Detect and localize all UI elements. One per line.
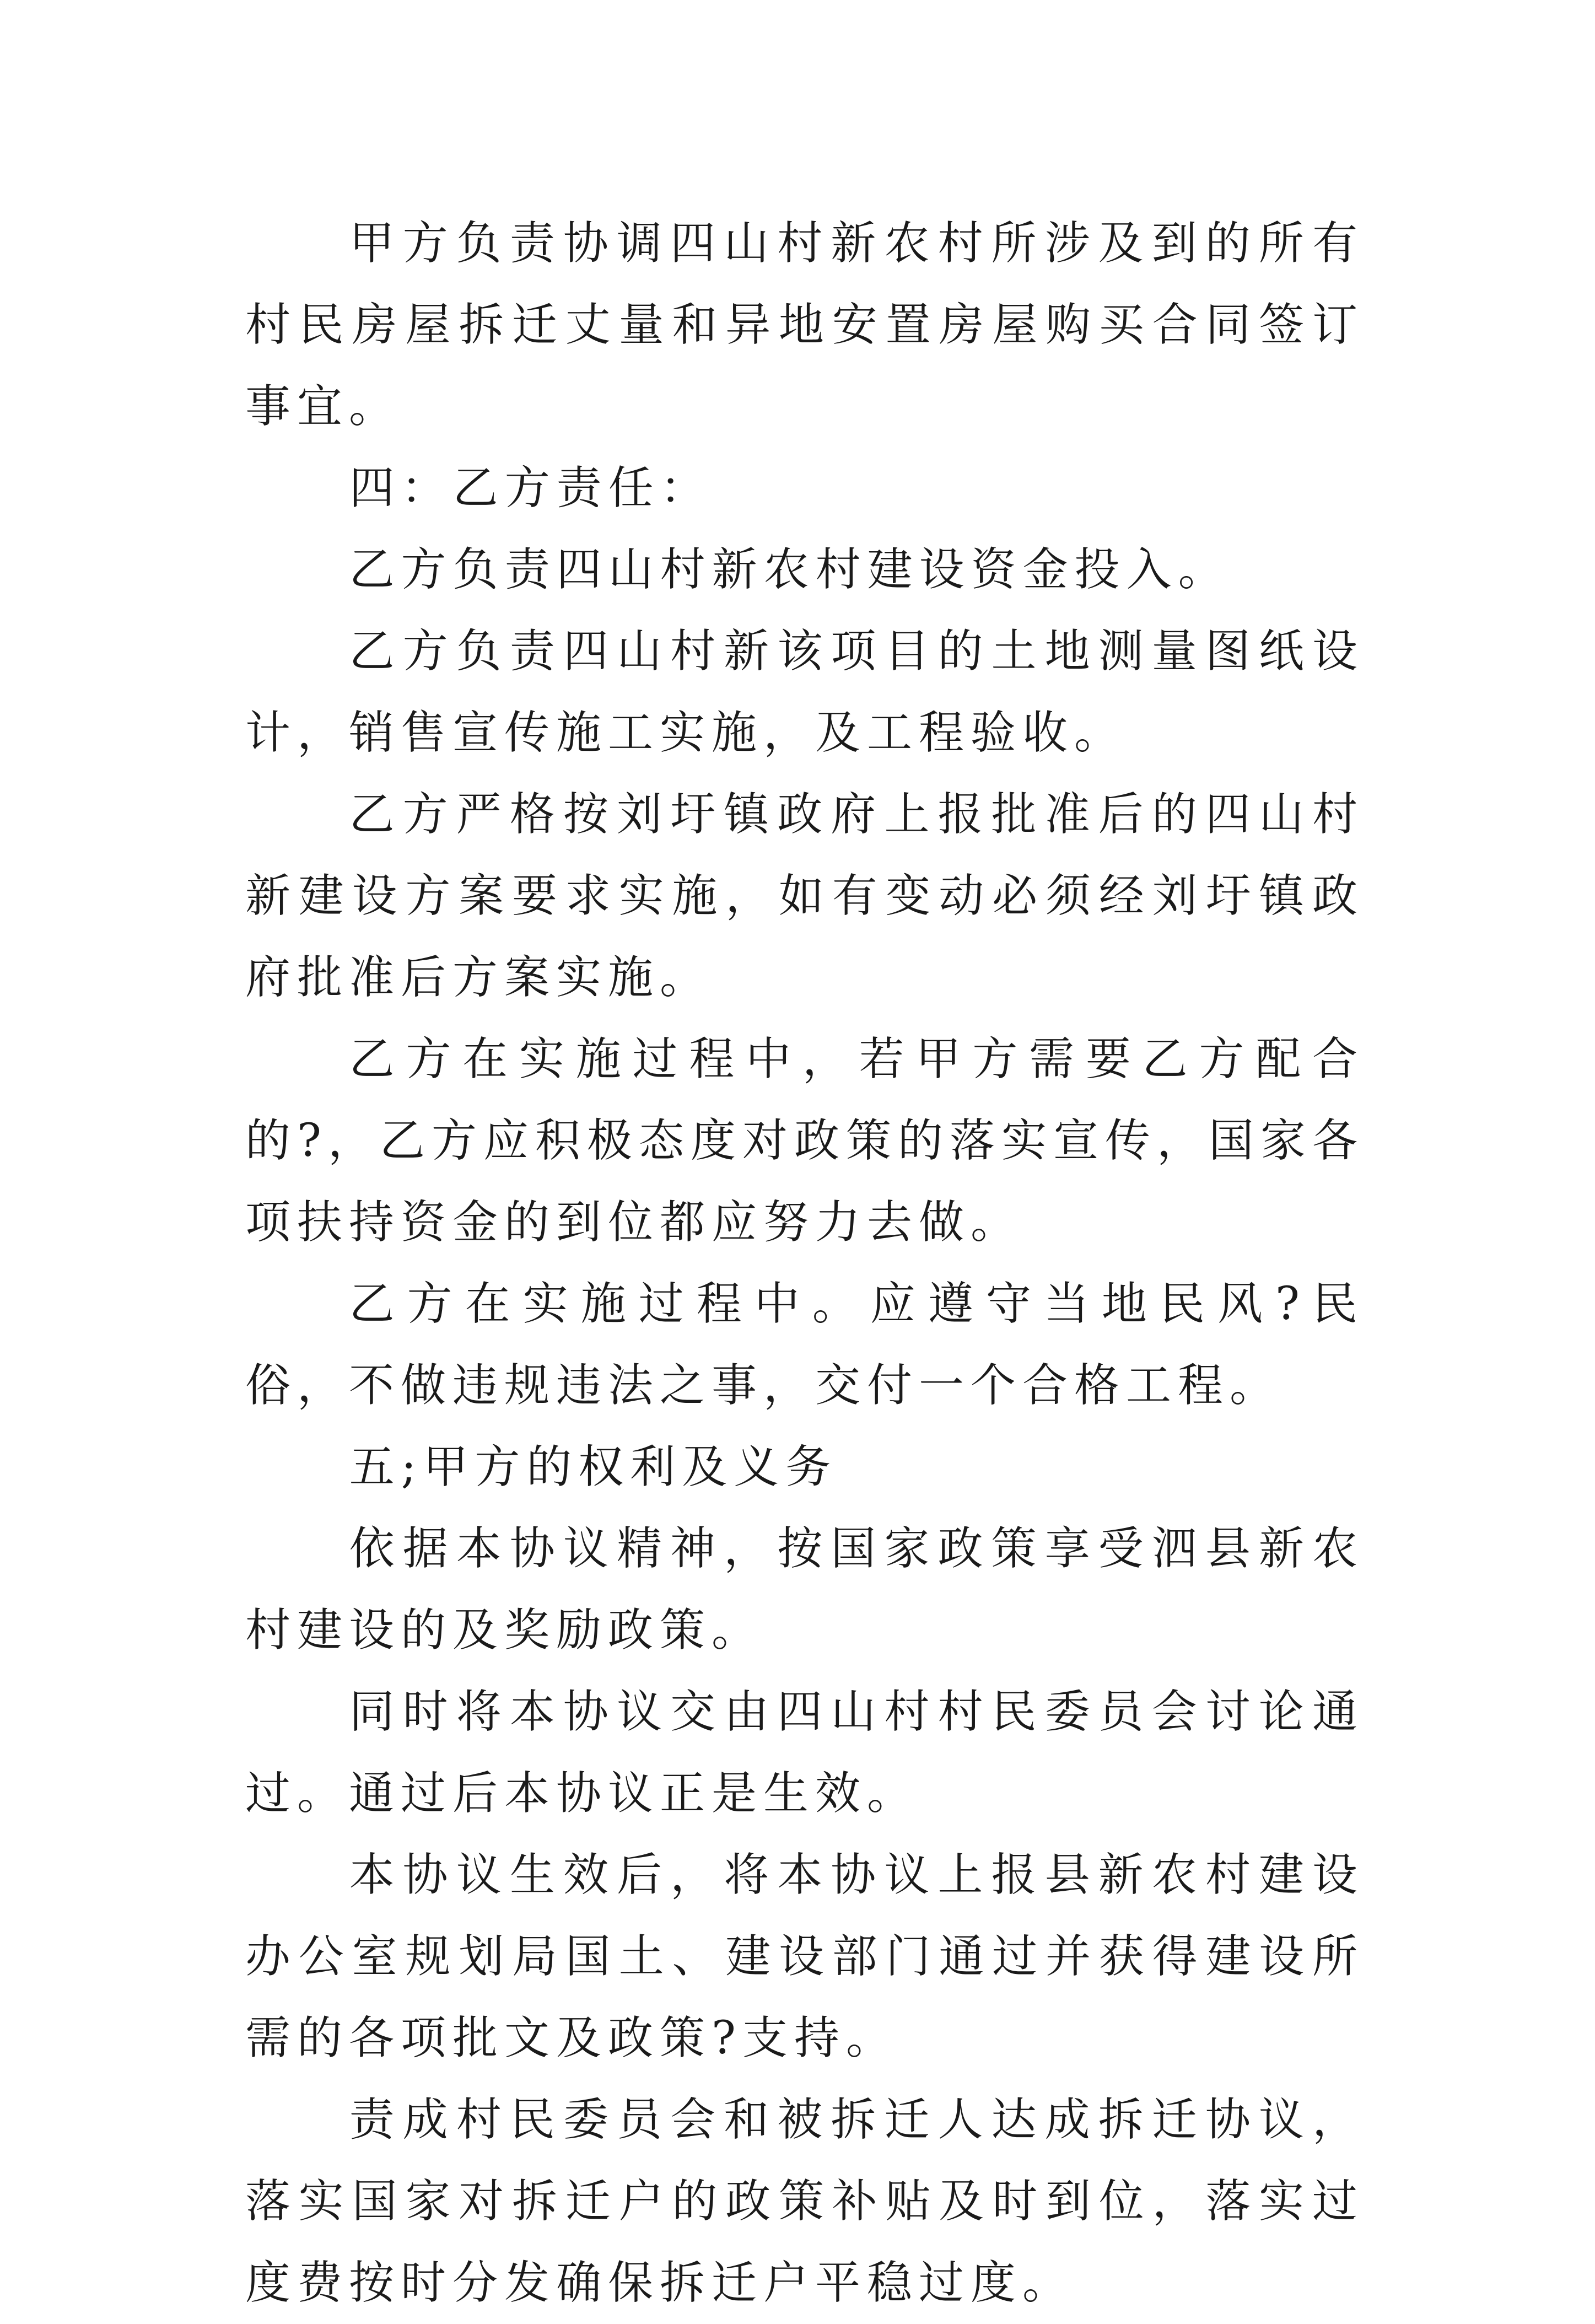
section-heading-party-b-responsibility: 四：乙方责任： — [349, 462, 712, 514]
paragraph-relocation-agreement: 责成村民委员会和被拆迁人达成拆迁协议，落实国家对拆迁户的政策补贴及时到位，落实过度费按时分发确保拆迁户平稳过度。 — [245, 2094, 1364, 2309]
paragraph-party-a-coordination: 甲方负责协调四山村新农村所涉及到的所有村民房屋拆迁丈量和异地安置房屋购买合同签订事宜。 — [245, 217, 1364, 433]
paragraph-policy-benefits: 依据本协议精神，按国家政策享受泗县新农村建设的及奖励政策。 — [245, 1523, 1364, 1656]
paragraph-party-b-funding: 乙方负责四山村新农村建设资金投入。 — [349, 544, 1230, 596]
document-body — [245, 203, 1364, 2324]
paragraph-party-b-plan-compliance: 乙方严格按刘圩镇政府上报批准后的四山村新建设方案要求实施，如有变动必须经刘圩镇政府批准后方案实施。 — [245, 788, 1364, 1004]
paragraph-report-approvals: 本协议生效后，将本协议上报县新农村建设办公室规划局国土、建设部门通过并获得建设所需的各项批文及政策?支持。 — [245, 1849, 1364, 2064]
paragraph-committee-approval: 同时将本协议交由四山村村民委员会讨论通过。通过后本协议正是生效。 — [245, 1686, 1364, 1820]
paragraph-party-b-cooperation: 乙方在实施过程中，若甲方需要乙方配合的?，乙方应积极态度对政策的落实宣传，国家各项扶持资金的到位都应努力去做。 — [245, 1033, 1364, 1249]
section-heading-party-a-rights: 五;甲方的权利及义务 — [349, 1441, 838, 1493]
paragraph-party-b-design: 乙方负责四山村新该项目的土地测量图纸设计，销售宣传施工实施，及工程验收。 — [245, 625, 1364, 759]
paragraph-party-b-local-customs: 乙方在实施过程中。应遵守当地民风?民俗，不做违规违法之事，交付一个合格工程。 — [245, 1278, 1364, 1412]
